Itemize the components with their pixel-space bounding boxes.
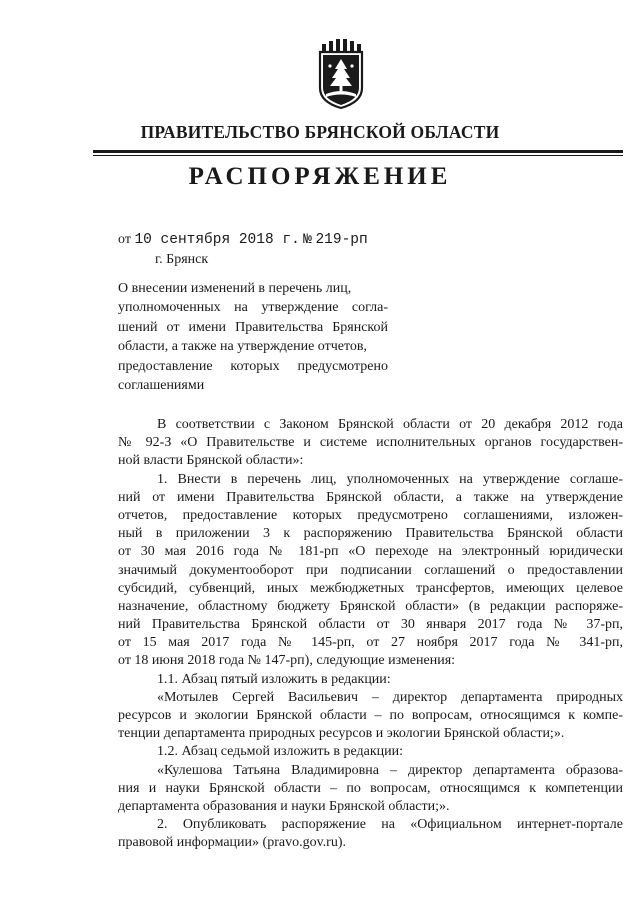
body-line: 2. Опубликовать распоряжение на «Официальном интернет-портале (157, 817, 623, 833)
subject-line: уполномоченных на утверждение согла- (118, 300, 388, 316)
body-line: отчетов, предоставление которых предусмотрено соглашениями, изложен- (118, 507, 623, 523)
body-line: 1. Внести в перечень лиц, уполномоченных на утверждение соглаше- (157, 471, 623, 487)
body-line: тенции департамента природных ресурсов и экологии Брянской области;». (118, 726, 565, 742)
subject-block (118, 279, 388, 395)
body-line: ний Правительства Брянской области от 30 января 2017 года № 37-рп, (118, 617, 623, 633)
subject-line: области, а также на утверждение отчетов, (118, 339, 368, 355)
body-line: правовой информации» (pravo.gov.ru). (118, 835, 346, 851)
body-line: № 92-З «О Правительстве и системе исполнительных органов государствен- (118, 435, 623, 451)
city-label: г. Брянск (155, 252, 209, 267)
header-rule-thin (93, 155, 623, 156)
body-line: значимый документооборот при подписании соглашений о предоставлении (118, 562, 623, 578)
body-line: 1.1. Абзац пятый изложить в редакции: (157, 671, 391, 687)
body-line: назначение, областному бюджету Брянской области» (в редакции распоряже- (118, 598, 623, 614)
body-line: от 30 мая 2016 года № 181-рп «О переходе на электронный юридически (118, 544, 623, 560)
body-line: от 15 мая 2017 года № 145-рп, от 27 ноября 2017 года № 341-рп, (118, 635, 623, 651)
body-line: ной власти Брянской области»: (118, 453, 304, 469)
subject-line: О внесении изменений в перечень лиц, (118, 281, 352, 296)
organization-title: ПРАВИТЕЛЬСТВО БРЯНСКОЙ ОБЛАСТИ (140, 122, 500, 142)
bryansk-coat-of-arms-icon (312, 38, 370, 110)
date-prefix: от (118, 232, 131, 247)
body-line: В соответствии с Законом Брянской области от 20 декабря 2012 года (157, 417, 623, 432)
body-line: «Кулешова Татьяна Владимировна – директор департамента образова- (157, 762, 623, 778)
document-type-title: РАСПОРЯЖЕНИЕ (188, 163, 452, 190)
document-number: 219-рп (315, 232, 368, 248)
date-number-line (118, 232, 368, 248)
document-date: 10 сентября 2018 г. (134, 232, 300, 248)
number-prefix: № (303, 232, 312, 248)
subject-line: шений от имени Правительства Брянской (118, 319, 388, 335)
document-body (118, 416, 623, 853)
subject-line: соглашениями (118, 378, 205, 394)
body-line: 1.2. Абзац седьмой изложить в редакции: (157, 744, 404, 760)
body-line: ресурсов и экологии Брянской области – по вопросам, относящимся к компе- (118, 708, 623, 723)
body-line: департамента образования и науки Брянской области;». (118, 798, 450, 814)
header-rule-thick (93, 150, 623, 153)
subject-line: предоставление которых предусмотрено (118, 358, 388, 374)
body-line: ный в приложении 3 к распоряжению Правительства Брянской области (118, 526, 623, 542)
body-line: ния и науки Брянской области – по вопросам, относящимся к компетенции (118, 780, 623, 796)
body-line: «Мотылев Сергей Васильевич – директор департамента природных (157, 689, 623, 705)
body-line: ний от имени Правительства Брянской области, а также на утверждение (118, 489, 623, 505)
body-line: от 18 июня 2018 года № 147-рп), следующие изменения: (118, 653, 456, 669)
body-line: субсидий, субвенций, иных межбюджетных трансфертов, имеющих целевое (118, 580, 623, 596)
